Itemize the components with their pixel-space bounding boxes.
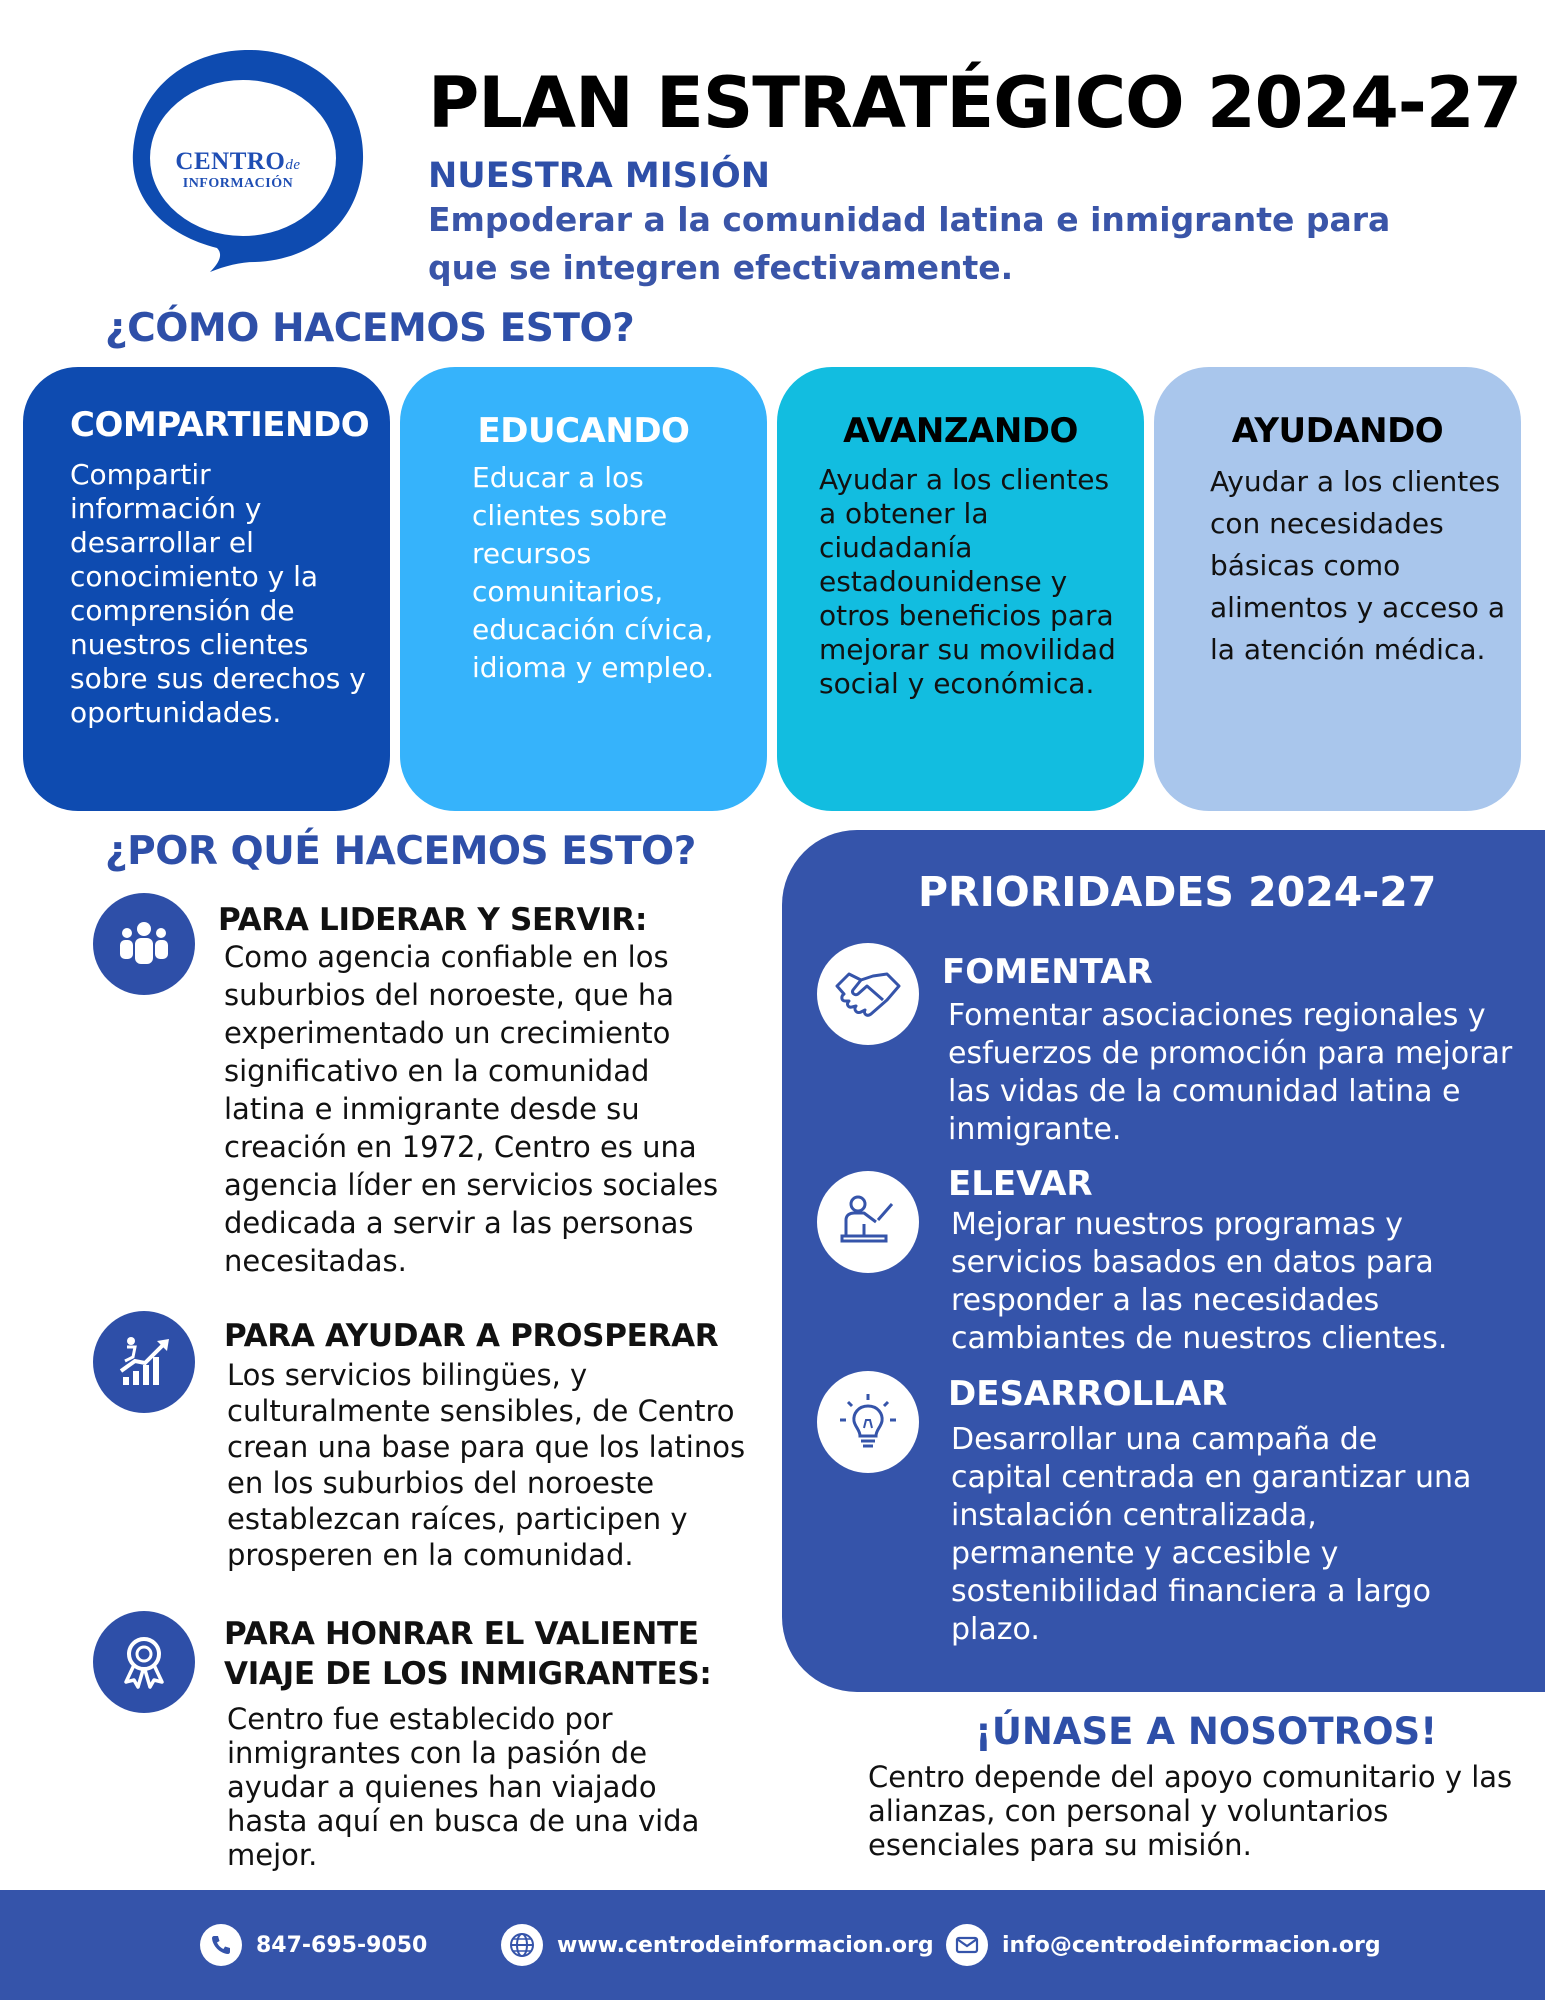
logo-text-centro: CENTROde [175, 148, 301, 175]
phone-icon [200, 1924, 242, 1966]
join-heading: ¡ÚNASE A NOSOTROS! [975, 1710, 1438, 1753]
globe-icon [501, 1924, 543, 1966]
page-title: PLAN ESTRATÉGICO 2024-27 [428, 62, 1522, 144]
card-title: COMPARTIENDO [70, 405, 370, 445]
prio-body-elevar: Mejorar nuestros programas y servicios basados en datos para responder a las necesidades cambiantes de nuestros clientes. [951, 1207, 1448, 1356]
card-educando [400, 367, 767, 811]
email-link: info@centrodeinformacion.org [1002, 1932, 1381, 1958]
prio-body-desarrollar: Desarrollar una campaña de capital centrada en garantizar una instalación centralizada, permanente y accesible y sostenibilidad financiera a largo plazo. [951, 1422, 1472, 1647]
presenter-icon [817, 1171, 919, 1273]
why-title-prosperar: PARA AYUDAR A PROSPERAR [224, 1318, 719, 1354]
card-title: AVANZANDO [843, 411, 1078, 451]
why-body-prosperar: Los servicios bilingües, y culturalmente sensibles, de Centro crean una base para que los latinos en los suburbios del noroeste establezcan raíces, participen y prosperen en la comunidad. [227, 1358, 746, 1572]
footer-website[interactable] [501, 1890, 934, 2000]
join-body: Centro depende del apoyo comunitario y las alianzas, con personal y voluntarios esenciales para su misión. [868, 1760, 1513, 1862]
centro-logo [125, 40, 375, 275]
why-title-liderar: PARA LIDERAR Y SERVIR: [218, 902, 648, 938]
card-body: Ayudar a los clientes con necesidades básicas como alimentos y acceso a la atención médica. [1210, 465, 1505, 666]
card-ayudando [1154, 367, 1521, 811]
footer [0, 1890, 1545, 2000]
award-ribbon-icon [93, 1611, 195, 1713]
prio-title-desarrollar: DESARROLLAR [948, 1374, 1228, 1414]
card-body: Educar a los clientes sobre recursos comunitarios, educación cívica, idioma y empleo. [472, 461, 715, 684]
logo-text-informacion: INFORMACIÓN [182, 176, 294, 191]
card-body: Compartir información y desarrollar el conocimiento y la comprensión de nuestros clientes sobre sus derechos y oportunidades. [70, 458, 366, 729]
prio-title-elevar: ELEVAR [948, 1164, 1093, 1204]
why-title-honrar: PARA HONRAR EL VALIENTE VIAJE DE LOS INMIGRANTES: [224, 1616, 712, 1692]
card-body: Ayudar a los clientes a obtener la ciudadanía estadounidense y otros beneficios para mejorar su movilidad social y económica. [819, 463, 1116, 700]
how-heading: ¿CÓMO HACEMOS ESTO? [105, 306, 635, 351]
why-body-liderar: Como agencia confiable en los suburbios del noroeste, que ha experimentado un crecimiento significativo en la comunidad latina e inmigrante desde su creación en 1972, Centro es una agencia líder en servicios sociales dedicada a servir a las personas necesitadas. [224, 940, 719, 1278]
card-compartiendo [23, 367, 390, 811]
growth-chart-icon [93, 1311, 195, 1413]
card-avanzando [777, 367, 1144, 811]
phone-number: 847-695-9050 [256, 1932, 428, 1958]
footer-phone[interactable] [200, 1890, 427, 2000]
why-heading: ¿POR QUÉ HACEMOS ESTO? [105, 829, 696, 874]
handshake-icon [817, 943, 919, 1045]
lightbulb-icon [817, 1371, 919, 1473]
priorities-heading: PRIORIDADES 2024-27 [918, 868, 1437, 916]
mission-text: Empoderar a la comunidad latina e inmigrante para que se integren efectivamente. [428, 200, 1391, 287]
why-body-honrar: Centro fue establecido por inmigrantes con la pasión de ayudar a quienes han viajado hasta aquí en busca de una vida mejor. [227, 1702, 700, 1872]
website-link: www.centrodeinformacion.org [557, 1932, 934, 1958]
prio-title-fomentar: FOMENTAR [942, 952, 1153, 992]
card-title: AYUDANDO [1231, 411, 1444, 451]
mail-icon [946, 1924, 988, 1966]
footer-email[interactable] [946, 1890, 1381, 2000]
prio-body-fomentar: Fomentar asociaciones regionales y esfuerzos de promoción para mejorar las vidas de la comunidad latina e inmigrante. [948, 998, 1513, 1147]
card-title: EDUCANDO [477, 411, 690, 451]
mission-label: NUESTRA MISIÓN [428, 156, 771, 196]
people-icon [93, 893, 195, 995]
